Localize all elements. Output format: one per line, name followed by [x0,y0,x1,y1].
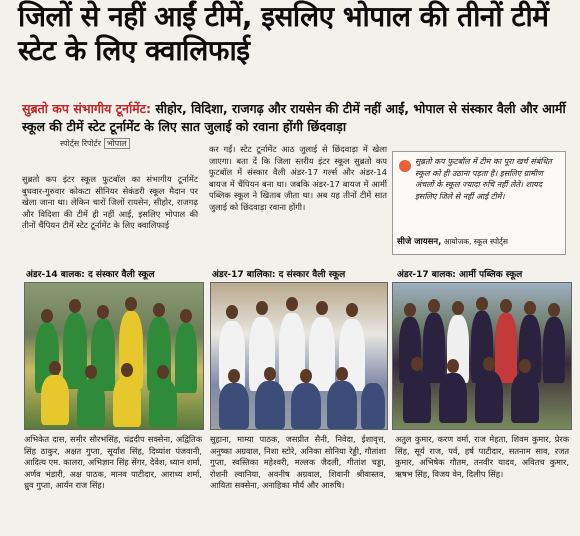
byline [60,138,130,149]
team-photo-u14-boys [24,282,204,430]
quote-attribution [397,236,508,247]
quote-box [392,151,566,255]
bullet-icon [399,160,411,172]
caption-heading-u17-girls [212,267,345,280]
caption-category: अंडर-17 बालिका: [212,270,276,280]
team-photo-u17-girls [210,282,388,430]
subheadline-text: सीहोर, विदिशा, राजगढ़ और रायसेन की टीमें नहीं आईं, भोपाल से संस्कार वैली और आर्मी स्कूल की टीमें स्टेट टूर्नामेंट के लिए सात जुलाई को रवाना होंगी छिंदवाड़ा [22,101,566,134]
reporter: स्पोर्ट्स रिपोर्टर [60,139,101,148]
dateline-city: भोपाल [104,138,130,149]
article-column-1: सुब्रतो कप इंटर स्कूल फुटबॉल का संभागीय टूर्नामेंट बुधवार-गुरुवार कोकटा सीनियर सेकंडरी स्कूल मैदान पर खेला जाना था। लेकिन चारों जिलों रायसेन, सीहोर, राजगढ़ और विदिशा की टीमें ही नहीं आईं, इसलिए भोपाल की तीनों चैंपियन टीमें स्टेट टूर्नामेंट के लिए क्वालिफाई [22,174,198,231]
subheadline-lead: सुब्रतो कप संभागीय टूर्नामेंट: [22,101,151,116]
headline: जिलों से नहीं आईं टीमें, इसलिए भोपाल की तीनों टीमें स्टेट के लिए क्वालिफाई [18,0,549,67]
team-photo-u17-boys [392,282,572,430]
quote-role: आयोजक, स्कूल स्पोर्ट्स [441,237,508,246]
subheadline [22,100,567,136]
caption-team: द संस्कार वैली स्कूल [275,270,346,280]
caption-heading-u14-boys [26,267,155,280]
caption-team: आर्मी पब्लिक स्कूल [455,270,523,280]
caption-category: अंडर-14 बालक: [26,270,85,280]
caption-category: अंडर-17 बालक: [397,270,456,280]
quote-name: सीजे जायसन, [397,237,442,247]
player-names-u14-boys: अभिकेत दास, समीर सौरभसिंह, चंद्रदीप सक्सेना, अद्वितिक सिंह ठाकुर, अक्षत गुप्ता, सूर्यांश सिंह, दिव्यांश पंजवानी, आदित्य एम. कालरा, अभिज्ञान सिंह सेंगर, देवेश, ध्यान शर्मा, अर्णव भंडारी, अक्ष पाठक, मानव पाटीदार, आराध्य शर्मा, ध्रुव गुप्ता, आर्यन राज सिंह। [24,434,202,491]
caption-team: द संस्कार वैली स्कूल [84,270,155,280]
player-names-u17-boys: अतुल कुमार, करण वर्मा, राज मेहता, शिवम कुमार, प्रेरक सिंह, सूर्य राज, पर्व, हर्ष पाटीदार, सतनाम साव, रजत कुमार, अभिषेक गौतम, तनवीर यादव, अवितच कुमार, ऋषभ सिंह, विजय वेन, दिलीप सिंह। [395,434,569,479]
quote-text: सुब्रतो कप फुटबॉल में टीम का पूरा खर्च संबंधित स्कूल को ही उठाना पड़ता है। इसलिए ग्रामीण अंचलों के स्कूल ज्यादा रुचि नहीं लेते। शायद इसलिए जिले से नहीं आईं टीमें। [415,157,552,201]
player-names-u17-girls: सुहाना, माम्या पाठक, जसप्रीत सैनी, निवेदा, ईशावृत्त, अनुष्का अग्रवाल, निशा स्टोरे, अनिका सोनिया रेड्डी, गौतांशा गुप्ता, स्वस्तिका महेश्वरी, मल्लक जैदली, गीतांश चड्डा, रोशनी ल्वानिया, अवनीष अग्रवाल, शिवानी श्रीवास्तव, आयिता सक्सेना, अनाहिका मौर्य और आरुषि। [210,434,386,491]
caption-heading-u17-boys [397,267,522,280]
article-column-2: कर गईं। स्टेट टूर्नामेंट आठ जुलाई से छिंदवाड़ा में खेला जाएगा। बता दें कि जिला स्तरीय इंटर स्कूल सुब्रतो कप फुटबॉल में संस्कार वैली अंडर-17 गर्ल्स और अंडर-14 बायज में चैंपियन बना था। जबकि अंडर-17 बायज में आर्मी पब्लिक स्कूल ने खिताब जीता था। अब यह तीनों टीमें सात जुलाई को छिंदवाड़ा रवाना होंगी। [209,144,387,212]
